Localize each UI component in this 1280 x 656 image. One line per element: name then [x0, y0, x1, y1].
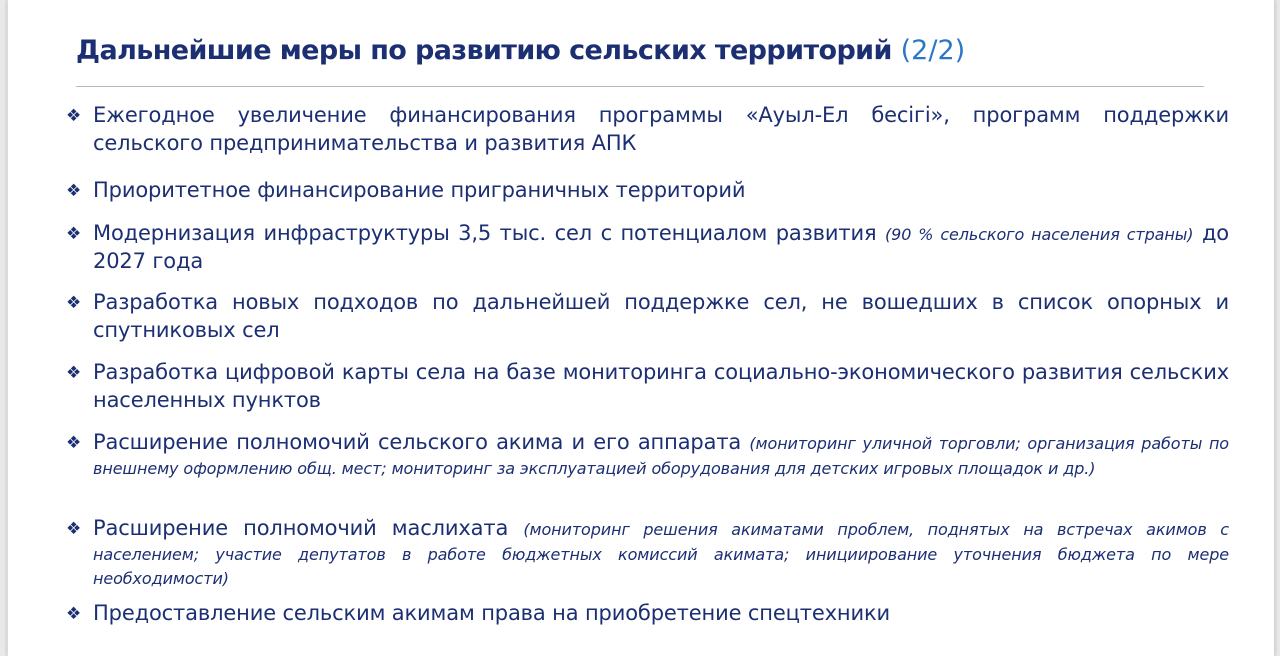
bullet-main-text: Разработка цифровой карты села на базе мониторинга социально-экономического развития сельских населенных пунктов	[93, 360, 1229, 412]
list-item	[66, 288, 1229, 344]
slide-title	[76, 35, 965, 66]
page-indicator: (2/2)	[900, 35, 966, 66]
bullet-main-text: Предоставление сельским акимам права на приобретение спецтехники	[93, 601, 891, 625]
diamond-bullet-icon: ❖	[66, 604, 82, 624]
list-item	[66, 219, 1229, 275]
diamond-bullet-icon: ❖	[66, 363, 82, 383]
bullet-note: (мониторинг решения акиматами проблем, поднятых на встречах акимов с населением; участие депутатов в работе бюджетных комиссий акимата; инициирование уточнения бюджета по мере необходимости)	[93, 520, 1230, 588]
diamond-bullet-icon: ❖	[66, 293, 82, 313]
diamond-bullet-icon: ❖	[66, 224, 82, 244]
bullet-note: (мониторинг уличной торговли; организация работы по внешнему оформлению общ. мест; мониторинг за эксплуатацией оборудования для детских игровых площадок и др.)	[93, 434, 1229, 478]
bullet-main-text: Разработка новых подходов по дальнейшей поддержке сел, не вошедших в список опорных и спутниковых сел	[93, 290, 1229, 342]
bullet-text	[93, 101, 1229, 157]
bullet-text	[93, 599, 1229, 627]
list-item	[66, 599, 1229, 627]
bullet-main-text: Приоритетное финансирование приграничных территорий	[93, 178, 746, 202]
bullet-tail-text: до 2027 года	[93, 221, 1230, 273]
bullet-main-text: Модернизация инфраструктуры 3,5 тыс. сел с потенциалом развития	[93, 221, 877, 245]
bullet-note: (90 % сельского населения страны)	[884, 225, 1194, 244]
bullet-main-text: Расширение полномочий маслихата	[93, 516, 509, 540]
bullet-text	[93, 428, 1229, 480]
list-item	[66, 358, 1229, 414]
diamond-bullet-icon: ❖	[66, 433, 82, 453]
bullet-main-text: Ежегодное увеличение финансирования программы «Ауыл-Ел бесігі», программ поддержки сельского предпринимательства и развития АПК	[93, 103, 1229, 155]
bullet-text	[93, 514, 1229, 590]
diamond-bullet-icon: ❖	[66, 181, 82, 201]
bullet-main-text: Расширение полномочий сельского акима и его аппарата	[93, 430, 742, 454]
list-item	[66, 176, 1229, 204]
list-item	[66, 428, 1229, 480]
bullet-text	[93, 358, 1229, 414]
title-divider	[76, 86, 1204, 87]
list-item	[66, 514, 1229, 590]
bullet-text	[93, 219, 1229, 275]
diamond-bullet-icon: ❖	[66, 106, 82, 126]
list-item	[66, 101, 1229, 157]
slide	[7, 0, 1275, 656]
slide-title-text: Дальнейшие меры по развитию сельских территорий	[76, 35, 892, 66]
diamond-bullet-icon: ❖	[66, 519, 82, 539]
bullet-text	[93, 288, 1229, 344]
bullet-text	[93, 176, 1229, 204]
